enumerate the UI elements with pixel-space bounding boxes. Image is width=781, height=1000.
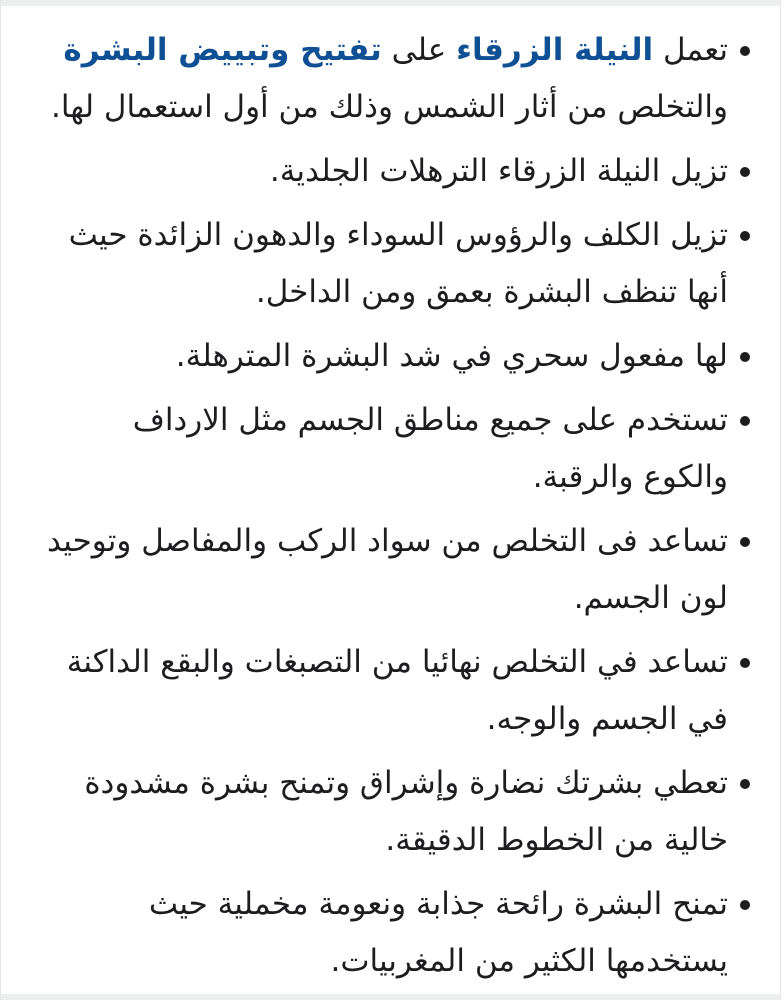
- item-text: تستخدم على جميع مناطق الجسم مثل الارداف والكوع والرقبة.: [132, 402, 728, 495]
- benefits-list: [41, 22, 756, 997]
- list-item: [41, 876, 728, 990]
- list-item: [41, 207, 728, 321]
- highlight-link-blue-indigo[interactable]: النيلة الزرقاء: [456, 32, 654, 68]
- item-text: على: [381, 32, 457, 68]
- list-item: [41, 22, 728, 136]
- list-item: [41, 513, 728, 627]
- item-text: تزيل النيلة الزرقاء الترهلات الجلدية.: [269, 153, 728, 189]
- item-text: تمنح البشرة رائحة جذابة ونعومة مخملية حيث يستخدمها الكثير من المغربيات.: [148, 886, 728, 979]
- item-text: تزيل الكلف والرؤوس السوداء والدهون الزائدة حيث أنها تنظف البشرة بعمق ومن الداخل.: [68, 217, 728, 310]
- highlight-link-skin-whitening[interactable]: تفتيح وتبييض البشرة: [63, 32, 382, 68]
- top-edge-divider: [1, 0, 780, 6]
- item-text: تعطي بشرتك نضارة وإشراق وتمنح بشرة مشدودة خالية من الخطوط الدقيقة.: [84, 765, 728, 858]
- list-item: [41, 143, 728, 200]
- item-text: تساعد فى التخلص من سواد الركب والمفاصل وتوحيد لون الجسم.: [46, 523, 728, 616]
- list-item: [41, 392, 728, 506]
- item-text: تعمل: [653, 32, 728, 68]
- item-text: تساعد في التخلص نهائيا من التصبغات والبقع الداكنة في الجسم والوجه.: [66, 644, 728, 737]
- item-text: لها مفعول سحري في شد البشرة المترهلة.: [175, 338, 728, 374]
- item-text: والتخلص من أثار الشمس وذلك من أول استعمال لها.: [51, 89, 728, 125]
- list-item: [41, 328, 728, 385]
- bottom-edge-divider: [1, 994, 780, 1000]
- list-item: [41, 755, 728, 869]
- list-item: [41, 634, 728, 748]
